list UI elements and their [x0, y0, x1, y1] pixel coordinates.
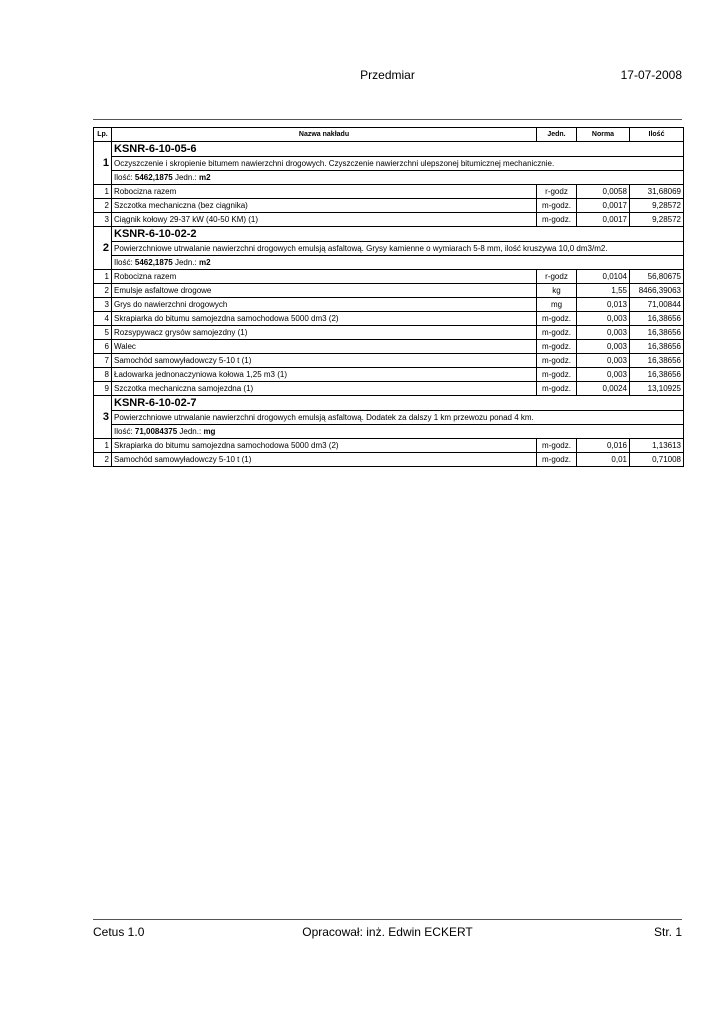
resource-lp: 2 [94, 199, 112, 213]
resource-unit: m-godz. [537, 382, 577, 396]
unit-label: Jedn.: [179, 427, 202, 436]
resource-row [94, 354, 684, 368]
resource-norm: 0,01 [577, 453, 630, 467]
resource-row [94, 312, 684, 326]
position-quantity [112, 171, 684, 185]
resource-qty: 16,38656 [630, 368, 684, 382]
unit-value: m2 [199, 173, 211, 182]
header-divider [93, 119, 682, 120]
resource-unit: m-godz. [537, 368, 577, 382]
resource-row [94, 382, 684, 396]
resource-qty: 16,38656 [630, 312, 684, 326]
resource-row [94, 439, 684, 453]
resource-norm: 0,003 [577, 368, 630, 382]
resource-name: Samochód samowyładowczy 5-10 t (1) [112, 453, 537, 467]
resource-norm: 0,016 [577, 439, 630, 453]
resource-unit: mg [537, 298, 577, 312]
resource-lp: 6 [94, 340, 112, 354]
resource-unit: m-godz. [537, 326, 577, 340]
resource-norm: 0,0058 [577, 185, 630, 199]
resource-lp: 1 [94, 270, 112, 284]
resource-norm: 0,003 [577, 354, 630, 368]
resource-name: Samochód samowyładowczy 5-10 t (1) [112, 354, 537, 368]
resource-lp: 4 [94, 312, 112, 326]
resource-unit: r-godz [537, 185, 577, 199]
resource-lp: 9 [94, 382, 112, 396]
resource-row [94, 368, 684, 382]
position-description: Oczyszczenie i skropienie bitumem nawierzchni drogowych. Czyszczenie nawierzchni ulepszonej bitumicznej mechanicznie. [112, 157, 684, 171]
qty-value: 5462,1875 [134, 173, 173, 182]
position-row [94, 396, 684, 411]
resource-qty: 56,80675 [630, 270, 684, 284]
position-quantity-row [94, 171, 684, 185]
resource-unit: m-godz. [537, 199, 577, 213]
resource-unit: m-godz. [537, 340, 577, 354]
resource-qty: 16,38656 [630, 326, 684, 340]
col-header-lp: Lp. [94, 128, 112, 142]
footer-author: Opracował: inż. Edwin ECKERT [302, 925, 473, 939]
resource-qty: 9,28572 [630, 199, 684, 213]
position-code: KSNR-6-10-02-7 [112, 396, 684, 411]
resource-row [94, 453, 684, 467]
resource-norm: 0,003 [577, 340, 630, 354]
resource-unit: m-godz. [537, 213, 577, 227]
resource-lp: 2 [94, 453, 112, 467]
resource-row [94, 284, 684, 298]
position-quantity [112, 425, 684, 439]
position-description-row [94, 411, 684, 425]
position-description: Powierzchniowe utrwalanie nawierzchni drogowych emulsją asfaltową. Grysy kamienne o wymiarach 5-8 mm, ilość kruszywa 10,0 dm3/m2. [112, 242, 684, 256]
footer-page-number: Str. 1 [653, 925, 682, 939]
estimate-table [93, 127, 684, 467]
resource-qty: 16,38656 [630, 354, 684, 368]
footer-divider [93, 919, 682, 920]
resource-norm: 0,0017 [577, 199, 630, 213]
resource-norm: 0,003 [577, 312, 630, 326]
resource-norm: 1,55 [577, 284, 630, 298]
resource-name: Walec [112, 340, 537, 354]
resource-lp: 5 [94, 326, 112, 340]
resource-norm: 0,003 [577, 326, 630, 340]
resource-unit: m-godz. [537, 312, 577, 326]
table-body [94, 142, 684, 467]
resource-norm: 0,0104 [577, 270, 630, 284]
unit-label: Jedn.: [174, 173, 197, 182]
col-header-qty: Ilość [630, 128, 684, 142]
position-code: KSNR-6-10-02-2 [112, 227, 684, 242]
position-row [94, 142, 684, 157]
unit-value: mg [203, 427, 216, 436]
qty-value: 5462,1875 [134, 258, 173, 267]
resource-row [94, 326, 684, 340]
qty-label: Ilość: [114, 427, 133, 436]
resource-name: Skrapiarka do bitumu samojezdna samochodowa 5000 dm3 (2) [112, 439, 537, 453]
resource-row [94, 340, 684, 354]
resource-qty: 16,38656 [630, 340, 684, 354]
resource-qty: 13,10925 [630, 382, 684, 396]
resource-lp: 2 [94, 284, 112, 298]
resource-row [94, 185, 684, 199]
resource-lp: 7 [94, 354, 112, 368]
resource-lp: 1 [94, 439, 112, 453]
position-description-row [94, 242, 684, 256]
table-header-row [94, 128, 684, 142]
resource-norm: 0,013 [577, 298, 630, 312]
resource-row [94, 298, 684, 312]
unit-label: Jedn.: [174, 258, 197, 267]
qty-label: Ilość: [114, 258, 133, 267]
resource-name: Robocizna razem [112, 185, 537, 199]
resource-name: Rozsypywacz grysów samojezdny (1) [112, 326, 537, 340]
resource-lp: 1 [94, 185, 112, 199]
document-date: 17-07-2008 [620, 68, 682, 82]
col-header-name: Nazwa nakładu [112, 128, 537, 142]
resource-lp: 3 [94, 213, 112, 227]
resource-qty: 71,00844 [630, 298, 684, 312]
resource-norm: 0,0017 [577, 213, 630, 227]
position-row [94, 227, 684, 242]
resource-lp: 8 [94, 368, 112, 382]
resource-qty: 8466,39063 [630, 284, 684, 298]
position-quantity [112, 256, 684, 270]
resource-qty: 0,71008 [630, 453, 684, 467]
resource-unit: m-godz. [537, 439, 577, 453]
position-number: 1 [94, 142, 112, 185]
resource-norm: 0,0024 [577, 382, 630, 396]
col-header-unit: Jedn. [537, 128, 577, 142]
resource-qty: 9,28572 [630, 213, 684, 227]
page-title: Przedmiar [360, 68, 415, 82]
resource-unit: m-godz. [537, 354, 577, 368]
resource-row [94, 270, 684, 284]
resource-qty: 31,68069 [630, 185, 684, 199]
resource-row [94, 199, 684, 213]
qty-label: Ilość: [114, 173, 133, 182]
resource-name: Ciągnik kołowy 29-37 kW (40-50 KM) (1) [112, 213, 537, 227]
resource-name: Ładowarka jednonaczyniowa kołowa 1,25 m3 (1) [112, 368, 537, 382]
qty-value: 71,0084375 [134, 427, 178, 436]
resource-qty: 1,13613 [630, 439, 684, 453]
position-quantity-row [94, 425, 684, 439]
resource-name: Szczotka mechaniczna samojezdna (1) [112, 382, 537, 396]
resource-name: Emulsje asfaltowe drogowe [112, 284, 537, 298]
resource-unit: kg [537, 284, 577, 298]
footer-software: Cetus 1.0 [93, 925, 145, 939]
resource-name: Szczotka mechaniczna (bez ciągnika) [112, 199, 537, 213]
resource-unit: r-godz [537, 270, 577, 284]
resource-lp: 3 [94, 298, 112, 312]
position-description: Powierzchniowe utrwalanie nawierzchni drogowych emulsją asfaltową. Dodatek za dalszy 1 km przewozu ponad 4 km. [112, 411, 684, 425]
position-quantity-row [94, 256, 684, 270]
unit-value: m2 [199, 258, 211, 267]
col-header-norm: Norma [577, 128, 630, 142]
resource-name: Robocizna razem [112, 270, 537, 284]
resource-name: Grys do nawierzchni drogowych [112, 298, 537, 312]
position-description-row [94, 157, 684, 171]
resource-row [94, 213, 684, 227]
position-number: 2 [94, 227, 112, 270]
position-code: KSNR-6-10-05-6 [112, 142, 684, 157]
resource-unit: m-godz. [537, 453, 577, 467]
position-number: 3 [94, 396, 112, 439]
resource-name: Skrapiarka do bitumu samojezdna samochodowa 5000 dm3 (2) [112, 312, 537, 326]
